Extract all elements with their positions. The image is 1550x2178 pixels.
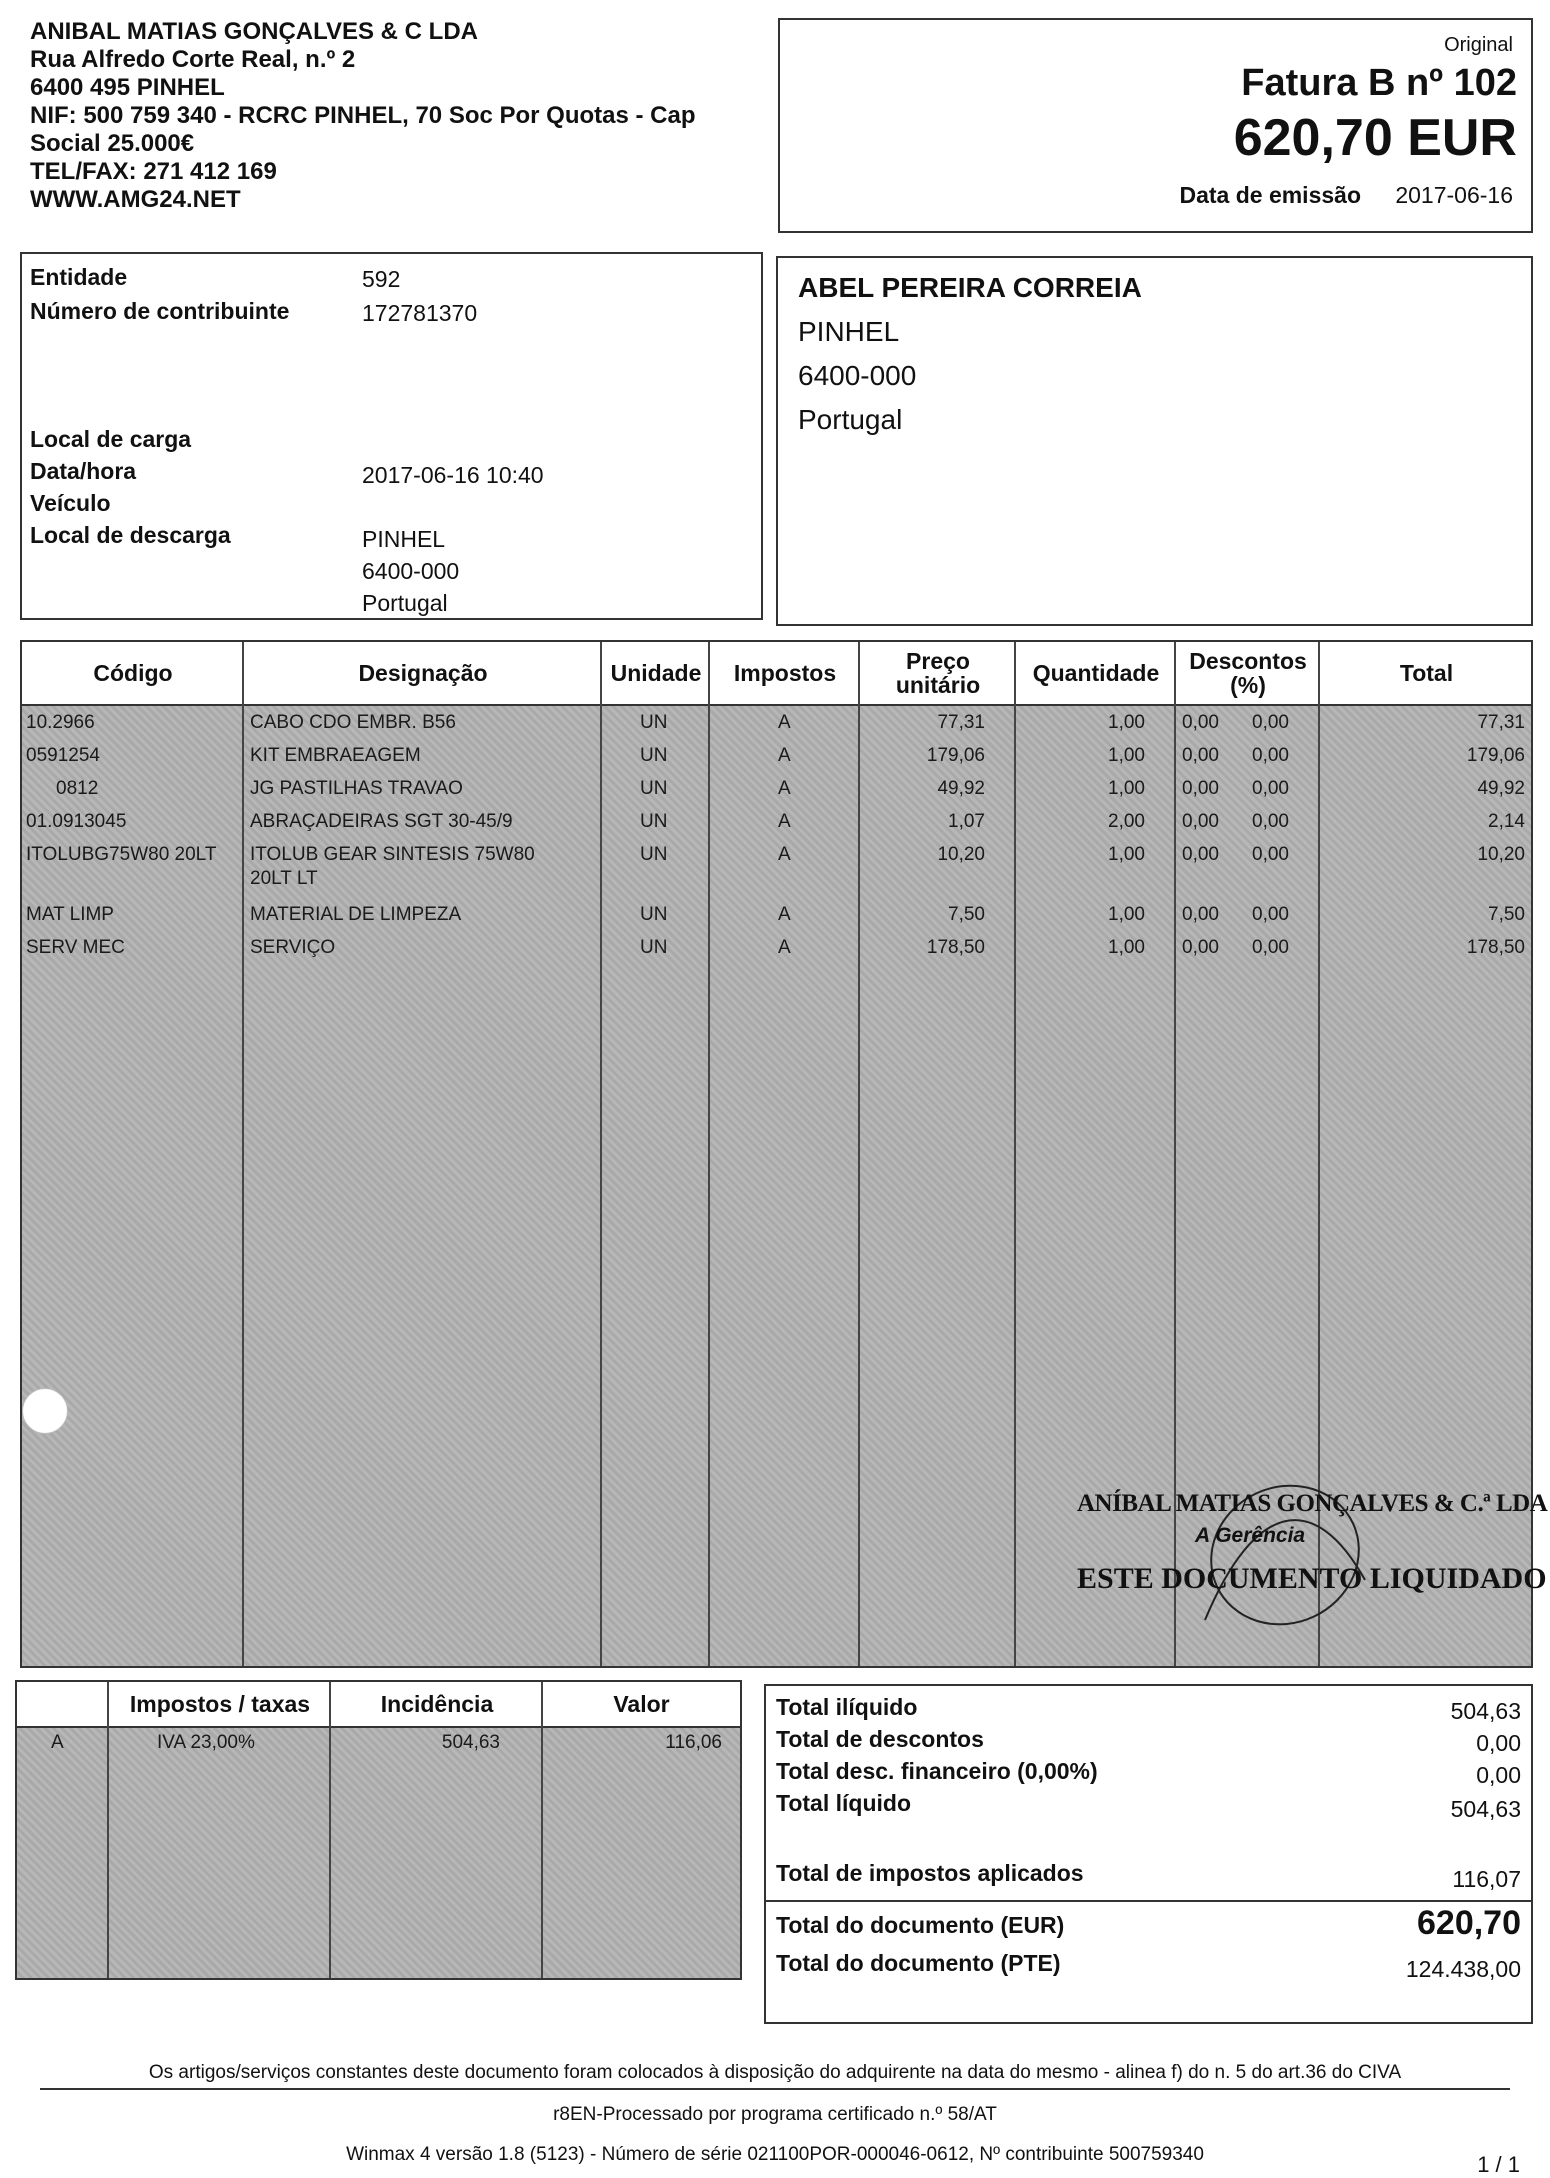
cell-quantidade: 1,00 <box>1108 778 1145 799</box>
total-iliquido: 504,63 <box>1450 1698 1521 1724</box>
cell-quantidade: 1,00 <box>1108 745 1145 766</box>
issuer-address: Rua Alfredo Corte Real, n.º 2 <box>30 46 356 73</box>
cell-preco: 1,07 <box>948 811 985 832</box>
tax-valor: 116,06 <box>665 1732 722 1753</box>
cell-imposto: A <box>778 904 791 925</box>
local-carga-label: Local de carga <box>30 426 192 452</box>
veiculo-label: Veículo <box>30 490 111 516</box>
cell-desc2: 0,00 <box>1252 778 1289 799</box>
cell-unidade: UN <box>640 712 668 733</box>
col-preco-line2: unitário <box>895 672 981 698</box>
cell-preco: 49,92 <box>937 778 985 799</box>
divider <box>1014 642 1016 1666</box>
cell-unidade: UN <box>640 937 668 958</box>
divider <box>600 642 602 1666</box>
cell-imposto: A <box>778 778 791 799</box>
descarga-city: PINHEL <box>362 526 446 552</box>
cell-preco: 178,50 <box>926 937 985 958</box>
cell-desc2: 0,00 <box>1252 712 1289 733</box>
col-descontos <box>1176 642 1320 704</box>
cell-codigo: 0812 <box>56 778 99 799</box>
cell-codigo: 0591254 <box>26 745 100 766</box>
cell-imposto: A <box>778 712 791 733</box>
cell-codigo: ITOLUBG75W80 20LT <box>26 844 217 865</box>
descarga-postal: 6400-000 <box>362 558 460 584</box>
cell-designacao: JG PASTILHAS TRAVAO <box>250 778 463 799</box>
col-impostos-taxas: Impostos / taxas <box>129 1690 311 1717</box>
cell-designacao: SERVIÇO <box>250 937 336 958</box>
invoice-number: Fatura B nº 102 <box>1241 62 1517 104</box>
cell-imposto: A <box>778 844 791 865</box>
cell-preco: 179,06 <box>926 745 985 766</box>
cell-codigo: SERV MEC <box>26 937 125 958</box>
entidade-label: Entidade <box>30 264 128 290</box>
tax-header-row <box>17 1682 740 1728</box>
client-country: Portugal <box>798 404 903 435</box>
cell-unidade: UN <box>640 745 668 766</box>
cell-total: 77,31 <box>1477 712 1525 733</box>
total-descontos: 0,00 <box>1476 1730 1521 1756</box>
col-codigo: Código <box>93 660 173 686</box>
nif-value: 172781370 <box>362 300 478 326</box>
cell-desc1: 0,00 <box>1182 778 1219 799</box>
cell-quantidade: 1,00 <box>1108 937 1145 958</box>
cell-unidade: UN <box>640 811 668 832</box>
cell-designacao-line2: 20LT LT <box>250 868 318 889</box>
issue-date-label: Data de emissão <box>1179 182 1361 208</box>
issuer-nif: NIF: 500 759 340 - RCRC PINHEL, 70 Soc Por Quotas - Cap <box>30 102 696 129</box>
col-preco <box>860 642 1016 704</box>
issue-date: 2017-06-16 <box>1395 182 1513 208</box>
cell-imposto: A <box>778 937 791 958</box>
stamp-paid: ESTE DOCUMENTO LIQUIDADO <box>1077 1562 1547 1595</box>
cell-desc2: 0,00 <box>1252 811 1289 832</box>
cell-desc1: 0,00 <box>1182 811 1219 832</box>
cell-desc1: 0,00 <box>1182 712 1219 733</box>
divider <box>107 1682 109 1978</box>
client-name: ABEL PEREIRA CORREIA <box>798 272 1142 303</box>
client-postal: 6400-000 <box>798 360 917 391</box>
cell-desc1: 0,00 <box>1182 904 1219 925</box>
col-valor: Valor <box>613 1690 670 1717</box>
cell-preco: 77,31 <box>937 712 985 733</box>
col-designacao: Designação <box>358 660 488 686</box>
divider <box>858 642 860 1666</box>
total-descontos-label: Total de descontos <box>776 1726 984 1752</box>
cell-desc2: 0,00 <box>1252 745 1289 766</box>
total-documento-pte-label: Total do documento (PTE) <box>776 1950 1061 1976</box>
tax-label: IVA 23,00% <box>157 1732 255 1753</box>
entidade-value: 592 <box>362 266 401 292</box>
total-documento-pte: 124.438,00 <box>1405 1956 1521 1982</box>
col-impostos: Impostos <box>733 660 837 686</box>
invoice-header-box <box>778 18 1533 233</box>
issuer-block <box>30 18 696 214</box>
cell-unidade: UN <box>640 844 668 865</box>
items-header-row <box>22 642 1531 706</box>
client-box <box>776 256 1533 626</box>
cell-codigo: 10.2966 <box>26 712 95 733</box>
total-liquido: 504,63 <box>1450 1796 1521 1822</box>
tax-table <box>15 1680 742 1980</box>
datahora-value: 2017-06-16 10:40 <box>362 462 544 488</box>
cell-desc2: 0,00 <box>1252 844 1289 865</box>
cell-designacao: ITOLUB GEAR SINTESIS 75W80 <box>250 844 535 865</box>
total-desc-financeiro-label: Total desc. financeiro (0,00%) <box>776 1758 1098 1784</box>
software-note: Winmax 4 versão 1.8 (5123) - Número de série 021100POR-000046-0612, Nº contribuinte 500759340 <box>346 2144 1204 2165</box>
issuer-postal: 6400 495 PINHEL <box>30 74 225 101</box>
col-descontos-line2: (%) <box>1230 672 1266 698</box>
col-total: Total <box>1399 660 1454 686</box>
total-documento-eur-label: Total do documento (EUR) <box>776 1912 1065 1938</box>
issuer-capital: Social 25.000€ <box>30 130 195 157</box>
cell-designacao: MATERIAL DE LIMPEZA <box>250 904 462 925</box>
cell-quantidade: 2,00 <box>1108 811 1145 832</box>
tax-incidencia: 504,63 <box>441 1732 500 1753</box>
cell-quantidade: 1,00 <box>1108 844 1145 865</box>
local-descarga-label: Local de descarga <box>30 522 231 548</box>
divider <box>766 1900 1531 1902</box>
col-descontos-line1: Descontos <box>1189 648 1307 674</box>
total-desc-financeiro: 0,00 <box>1476 1762 1521 1788</box>
page-number: 1 / 1 <box>1477 2152 1520 2177</box>
cell-codigo: 01.0913045 <box>26 811 127 832</box>
cell-total: 178,50 <box>1466 937 1525 958</box>
copy-label: Original <box>1444 34 1513 56</box>
datahora-label: Data/hora <box>30 458 137 484</box>
tax-shading <box>17 1726 740 1978</box>
issuer-name: ANIBAL MATIAS GONÇALVES & C LDA <box>30 18 478 45</box>
cell-desc2: 0,00 <box>1252 937 1289 958</box>
total-iliquido-label: Total ilíquido <box>776 1694 918 1720</box>
issuer-website: WWW.AMG24.NET <box>30 186 241 213</box>
civa-note: Os artigos/serviços constantes deste documento foram colocados à disposição do adquirente na data do mesmo - alinea f) do n. 5 do art.36 do CIVA <box>148 2062 1402 2083</box>
issuer-phone: TEL/FAX: 271 412 169 <box>30 158 277 185</box>
divider <box>541 1682 543 1978</box>
cell-unidade: UN <box>640 778 668 799</box>
nif-label: Número de contribuinte <box>30 298 290 324</box>
cell-total: 10,20 <box>1477 844 1525 865</box>
cell-codigo: MAT LIMP <box>26 904 114 925</box>
col-quantidade: Quantidade <box>1032 660 1160 686</box>
paid-stamp <box>1075 1480 1548 1660</box>
cell-desc1: 0,00 <box>1182 844 1219 865</box>
stamp-company: ANÍBAL MATIAS GONÇALVES & C.ª LDA <box>1077 1490 1548 1517</box>
cell-quantidade: 1,00 <box>1108 712 1145 733</box>
punch-hole <box>22 1388 68 1434</box>
cell-quantidade: 1,00 <box>1108 904 1145 925</box>
total-impostos-label: Total de impostos aplicados <box>776 1860 1084 1886</box>
total-impostos: 116,07 <box>1452 1866 1521 1892</box>
descarga-country: Portugal <box>362 590 448 616</box>
col-preco-line1: Preço <box>906 648 970 674</box>
cell-desc2: 0,00 <box>1252 904 1289 925</box>
totals-box <box>764 1684 1533 2024</box>
cell-total: 2,14 <box>1488 811 1525 832</box>
cell-desc1: 0,00 <box>1182 745 1219 766</box>
cell-preco: 7,50 <box>948 904 985 925</box>
footer-rule <box>40 2088 1510 2090</box>
invoice-amount: 620,70 EUR <box>1233 109 1517 167</box>
cell-designacao: CABO CDO EMBR. B56 <box>250 712 456 733</box>
client-city: PINHEL <box>798 316 900 347</box>
cell-preco: 10,20 <box>937 844 985 865</box>
tax-code: A <box>51 1732 64 1753</box>
divider <box>242 642 244 1666</box>
divider <box>329 1682 331 1978</box>
cell-desc1: 0,00 <box>1182 937 1219 958</box>
cell-imposto: A <box>778 811 791 832</box>
cell-unidade: UN <box>640 904 668 925</box>
divider <box>708 642 710 1666</box>
certificate-note: r8EN-Processado por programa certificado n.º 58/AT <box>553 2104 997 2125</box>
total-documento-eur: 620,70 <box>1417 1904 1521 1942</box>
cell-total: 7,50 <box>1488 904 1525 925</box>
entity-box <box>20 252 763 620</box>
cell-designacao: KIT EMBRAEAGEM <box>250 745 421 766</box>
total-liquido-label: Total líquido <box>776 1790 911 1816</box>
stamp-management: A Gerência <box>1195 1524 1306 1547</box>
cell-total: 49,92 <box>1477 778 1525 799</box>
col-incidencia: Incidência <box>380 1690 494 1717</box>
cell-total: 179,06 <box>1466 745 1525 766</box>
cell-designacao: ABRAÇADEIRAS SGT 30-45/9 <box>250 811 513 832</box>
col-unidade: Unidade <box>610 660 702 686</box>
cell-imposto: A <box>778 745 791 766</box>
